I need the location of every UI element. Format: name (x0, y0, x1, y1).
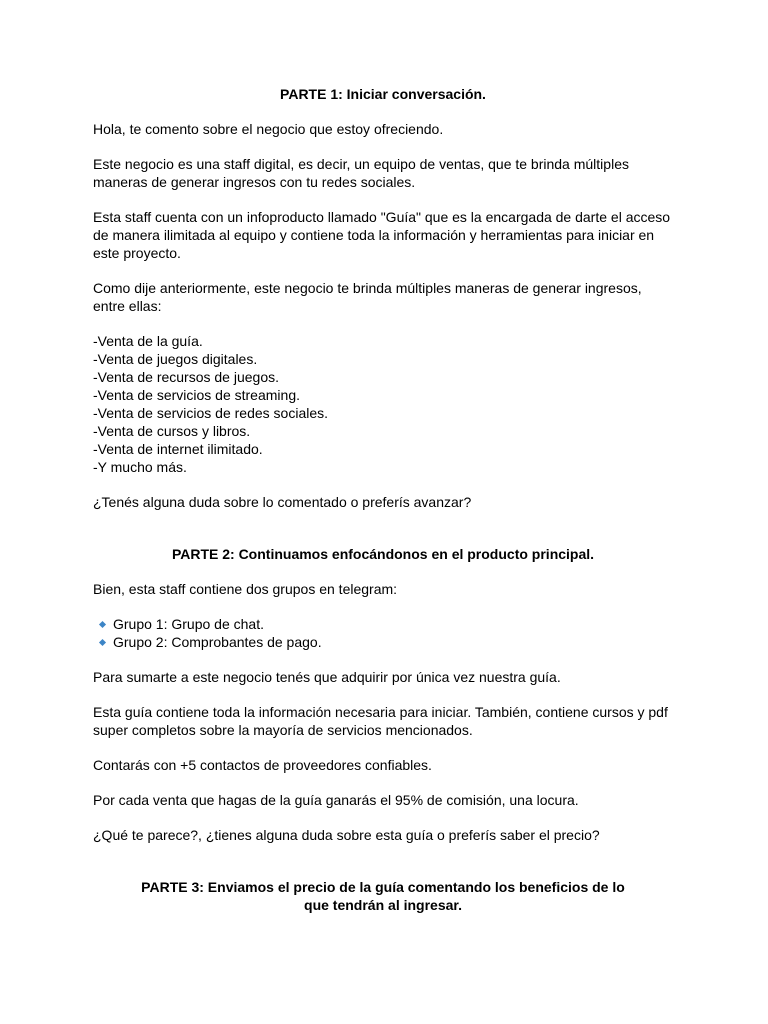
income-list-item: -Venta de internet ilimitado. (93, 441, 263, 457)
parte1-paragraph-3: Esta staff cuenta con un infoproducto llamado "Guía" que es la encargada de darte el acceso de manera ilimitada al equipo y contiene toda la información y herramientas para iniciar en este proyecto. (93, 209, 671, 261)
income-list-item: -Venta de la guía. (93, 333, 203, 349)
parte3-heading: PARTE 3: Enviamos el precio de la guía comentando los beneficios de lo que tendrán al ingresar. (141, 879, 625, 913)
parte2-paragraph-4: Contarás con +5 contactos de proveedores confiables. (93, 757, 432, 773)
parte2-paragraph-2: Para sumarte a este negocio tenés que adquirir por única vez nuestra guía. (93, 669, 561, 685)
income-list-item: -Y mucho más. (93, 459, 187, 475)
income-list-item: -Venta de cursos y libros. (93, 423, 251, 439)
list-item (93, 615, 673, 633)
telegram-groups-list (93, 615, 673, 651)
parte2-paragraph-3: Esta guía contiene toda la información necesaria para iniciar. También, contiene cursos y pdf super completos sobre la mayoría de servicios mencionados. (93, 704, 668, 738)
income-list-item: -Venta de juegos digitales. (93, 351, 258, 367)
income-list-item: -Venta de recursos de juegos. (93, 369, 280, 385)
parte1-paragraph-1: Hola, te comento sobre el negocio que estoy ofreciendo. (93, 121, 444, 137)
parte2-question: ¿Qué te parece?, ¿tienes alguna duda sobre esta guía o preferís saber el precio? (93, 827, 600, 843)
parte1-question: ¿Tenés alguna duda sobre lo comentado o preferís avanzar? (93, 494, 472, 510)
parte2-heading: PARTE 2: Continuamos enfocándonos en el producto principal. (171, 546, 595, 562)
parte1-paragraph-4: Como dije anteriormente, este negocio te brinda múltiples maneras de generar ingresos, entre ellas: (93, 280, 642, 314)
group-label: Grupo 1: Grupo de chat. (113, 616, 264, 632)
list-item (93, 633, 673, 651)
income-list-item: -Venta de servicios de streaming. (93, 387, 300, 403)
parte2-paragraph-5: Por cada venta que hagas de la guía ganarás el 95% de comisión, una locura. (93, 792, 579, 808)
diamond-bullet-icon (99, 638, 106, 645)
diamond-bullet-icon (99, 620, 106, 627)
parte2-paragraph-1: Bien, esta staff contiene dos grupos en telegram: (93, 581, 398, 597)
document-page (93, 85, 673, 914)
parte1-paragraph-2: Este negocio es una staff digital, es decir, un equipo de ventas, que te brinda múltiples maneras de generar ingresos con tu redes sociales. (93, 156, 629, 190)
income-list (93, 332, 673, 476)
group-label: Grupo 2: Comprobantes de pago. (113, 634, 322, 650)
income-list-item: -Venta de servicios de redes sociales. (93, 405, 329, 421)
parte1-heading: PARTE 1: Iniciar conversación. (280, 86, 486, 102)
